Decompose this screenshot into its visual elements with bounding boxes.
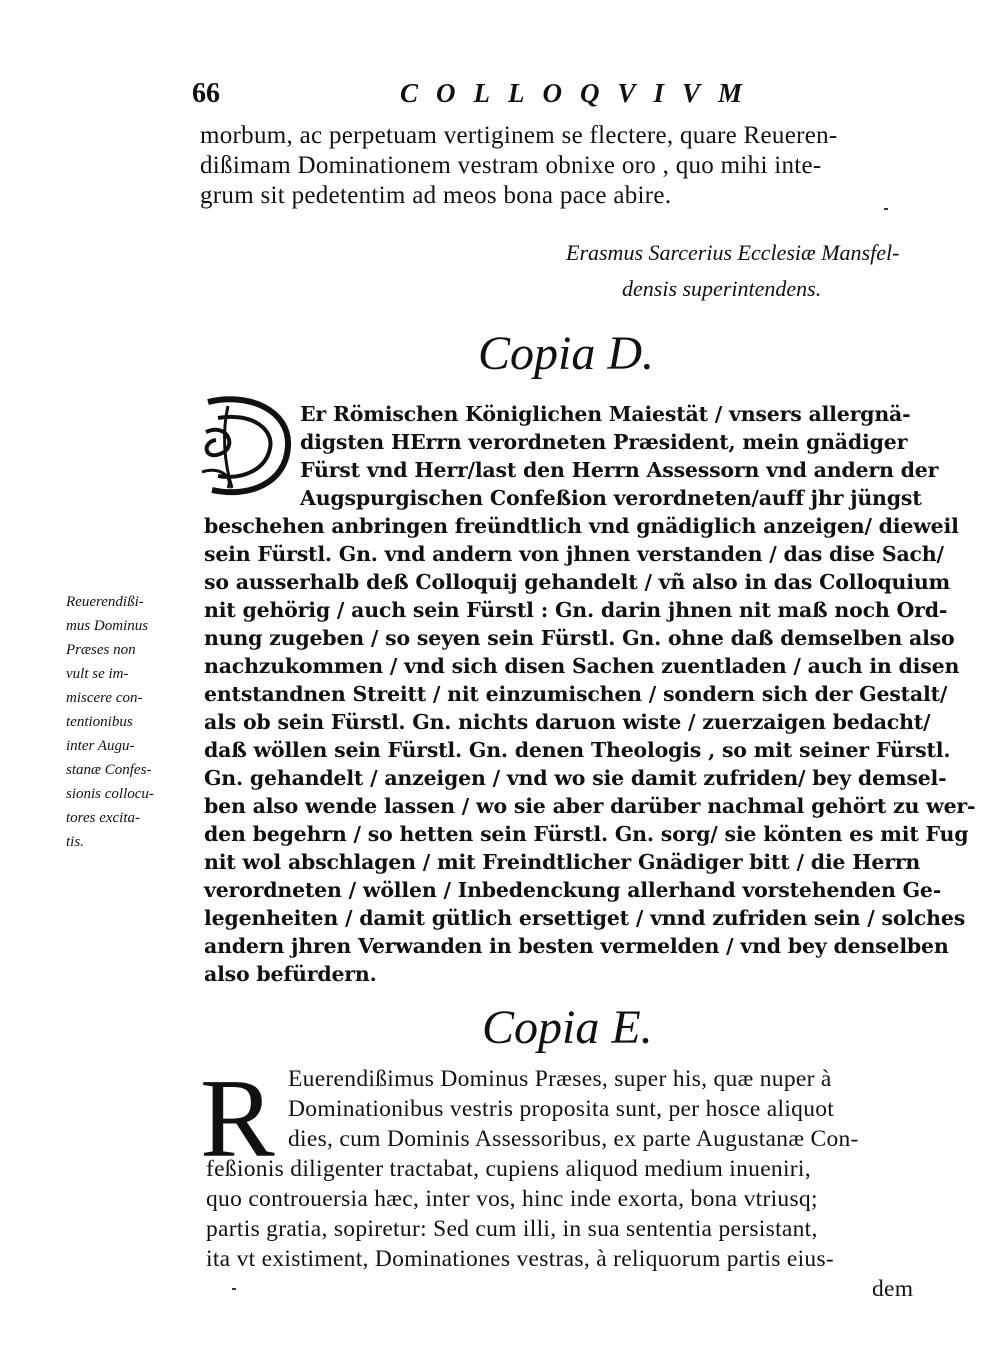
german-line: daß wöllen sein Fürstl. Gn. denen Theologis , so mit seiner Fürstl. bbox=[204, 738, 951, 762]
print-speck bbox=[232, 1288, 236, 1290]
continuation-line: dißimam Dominationem vestram obnixe oro , quo mihi inte- bbox=[200, 152, 822, 179]
german-line: digsten HErrn verordneten Præsident, mein gnädiger bbox=[300, 430, 908, 454]
german-line: Augspurgischen Confeßion verordneten/auff jhr jüngst bbox=[300, 486, 922, 510]
copia-e-line: feßionis diligenter tractabat, cupiens aliquod medium inueniri, bbox=[206, 1156, 811, 1182]
copia-e-line: partis gratia, sopiretur: Sed cum illi, in sua sententia persistant, bbox=[206, 1216, 818, 1242]
copia-d-heading: Copia D. bbox=[478, 327, 655, 380]
signature-line: Erasmus Sarcerius Ecclesiæ Mansfel- bbox=[566, 240, 900, 265]
initial-r: R bbox=[200, 1057, 275, 1181]
marginal-note-line: Reuerendißi- bbox=[66, 594, 144, 610]
marginal-note-line: tis. bbox=[66, 834, 84, 850]
german-line: nit gehörig / auch sein Fürstl : Gn. darin jhnen nit maß noch Ord- bbox=[204, 598, 948, 622]
marginal-note-line: Præses non bbox=[66, 642, 136, 658]
german-line: also befürdern. bbox=[204, 962, 377, 986]
german-line: legenheiten / damit gütlich ersettiget / vnnd zufriden sein / solches bbox=[204, 906, 966, 930]
continuation-line: grum sit pedetentim ad meos bona pace abire. bbox=[200, 182, 672, 209]
continuation-line: morbum, ac perpetuam vertiginem se flectere, quare Reueren- bbox=[200, 122, 838, 149]
german-line: den begehrn / so hetten sein Fürstl. Gn. sorg/ sie könten es mit Fug bbox=[204, 822, 969, 846]
marginal-note-line: inter Augu- bbox=[66, 738, 135, 754]
signature-line: densis superintendens. bbox=[622, 276, 822, 301]
german-line: entstandnen Streitt / nit einzumischen / sondern sich der Gestalt/ bbox=[204, 682, 948, 706]
german-line: als ob sein Fürstl. Gn. nichts daruon wiste / zuerzaigen bedacht/ bbox=[204, 710, 931, 734]
copia-e-heading: Copia E. bbox=[482, 1001, 653, 1054]
marginal-note-line: sionis collocu- bbox=[66, 786, 154, 802]
marginal-note-line: vult se im- bbox=[66, 666, 129, 682]
print-speck bbox=[884, 208, 888, 210]
copia-e-line: ita vt existiment, Dominationes vestras, à reliquorum partis eius- bbox=[206, 1246, 835, 1272]
catchword: dem bbox=[872, 1276, 914, 1302]
marginal-note-line: tentionibus bbox=[66, 714, 133, 730]
marginal-note-line: mus Dominus bbox=[66, 618, 149, 634]
german-line: nit wol abschlagen / mit Freindtlicher Gnädiger bitt / die Herrn bbox=[204, 850, 921, 874]
german-line: nung zugeben / so seyen sein Fürstl. Gn. ohne daß demselben also bbox=[204, 626, 955, 650]
german-line: andern jhren Verwanden in besten vermelden / vnd bey denselben bbox=[204, 934, 949, 958]
german-line: ben also wende lassen / wo sie aber darüber nachmal gehört zu wer- bbox=[204, 794, 976, 818]
copia-e-line: Euerendißimus Dominus Præses, super his, quæ nuper à bbox=[288, 1066, 832, 1092]
marginal-note-line: stanæ Confes- bbox=[66, 762, 152, 778]
german-line: sein Fürstl. Gn. vnd andern von jhnen verstanden / das dise Sach/ bbox=[204, 542, 944, 566]
german-line: Fürst vnd Herr/last den Herrn Assessorn vnd andern der bbox=[300, 458, 939, 482]
german-line: verordneten / wöllen / Inbedenckung allerhand vorstehenden Ge- bbox=[204, 878, 942, 902]
copia-e-line: dies, cum Dominis Assessoribus, ex parte Augustanæ Con- bbox=[288, 1126, 859, 1152]
marginal-note-line: miscere con- bbox=[66, 690, 143, 706]
copia-e-line: Dominationibus vestris proposita sunt, per hosce aliquot bbox=[288, 1096, 835, 1122]
decorated-initial-d bbox=[198, 392, 294, 500]
german-line: nachzukommen / vnd sich disen Sachen zuentladen / auch in disen bbox=[204, 654, 960, 678]
german-line: beschehen anbringen freündtlich vnd gnädiglich anzeigen/ dieweil bbox=[204, 514, 959, 538]
german-line: so ausserhalb deß Colloquij gehandelt / vñ also in das Colloquium bbox=[204, 570, 951, 594]
german-line: Gn. gehandelt / anzeigen / vnd wo sie damit zufriden/ bey demsel- bbox=[204, 766, 947, 790]
german-line: Er Römischen Königlichen Maiestät / vnsers allergnä- bbox=[300, 402, 911, 426]
running-title: COLLOQVIVM bbox=[400, 78, 761, 108]
marginal-note-line: tores excita- bbox=[66, 810, 140, 826]
page-number: 66 bbox=[192, 78, 220, 109]
copia-e-line: quo controuersia hæc, inter vos, hinc inde exorta, bona vtriusq; bbox=[206, 1186, 818, 1212]
